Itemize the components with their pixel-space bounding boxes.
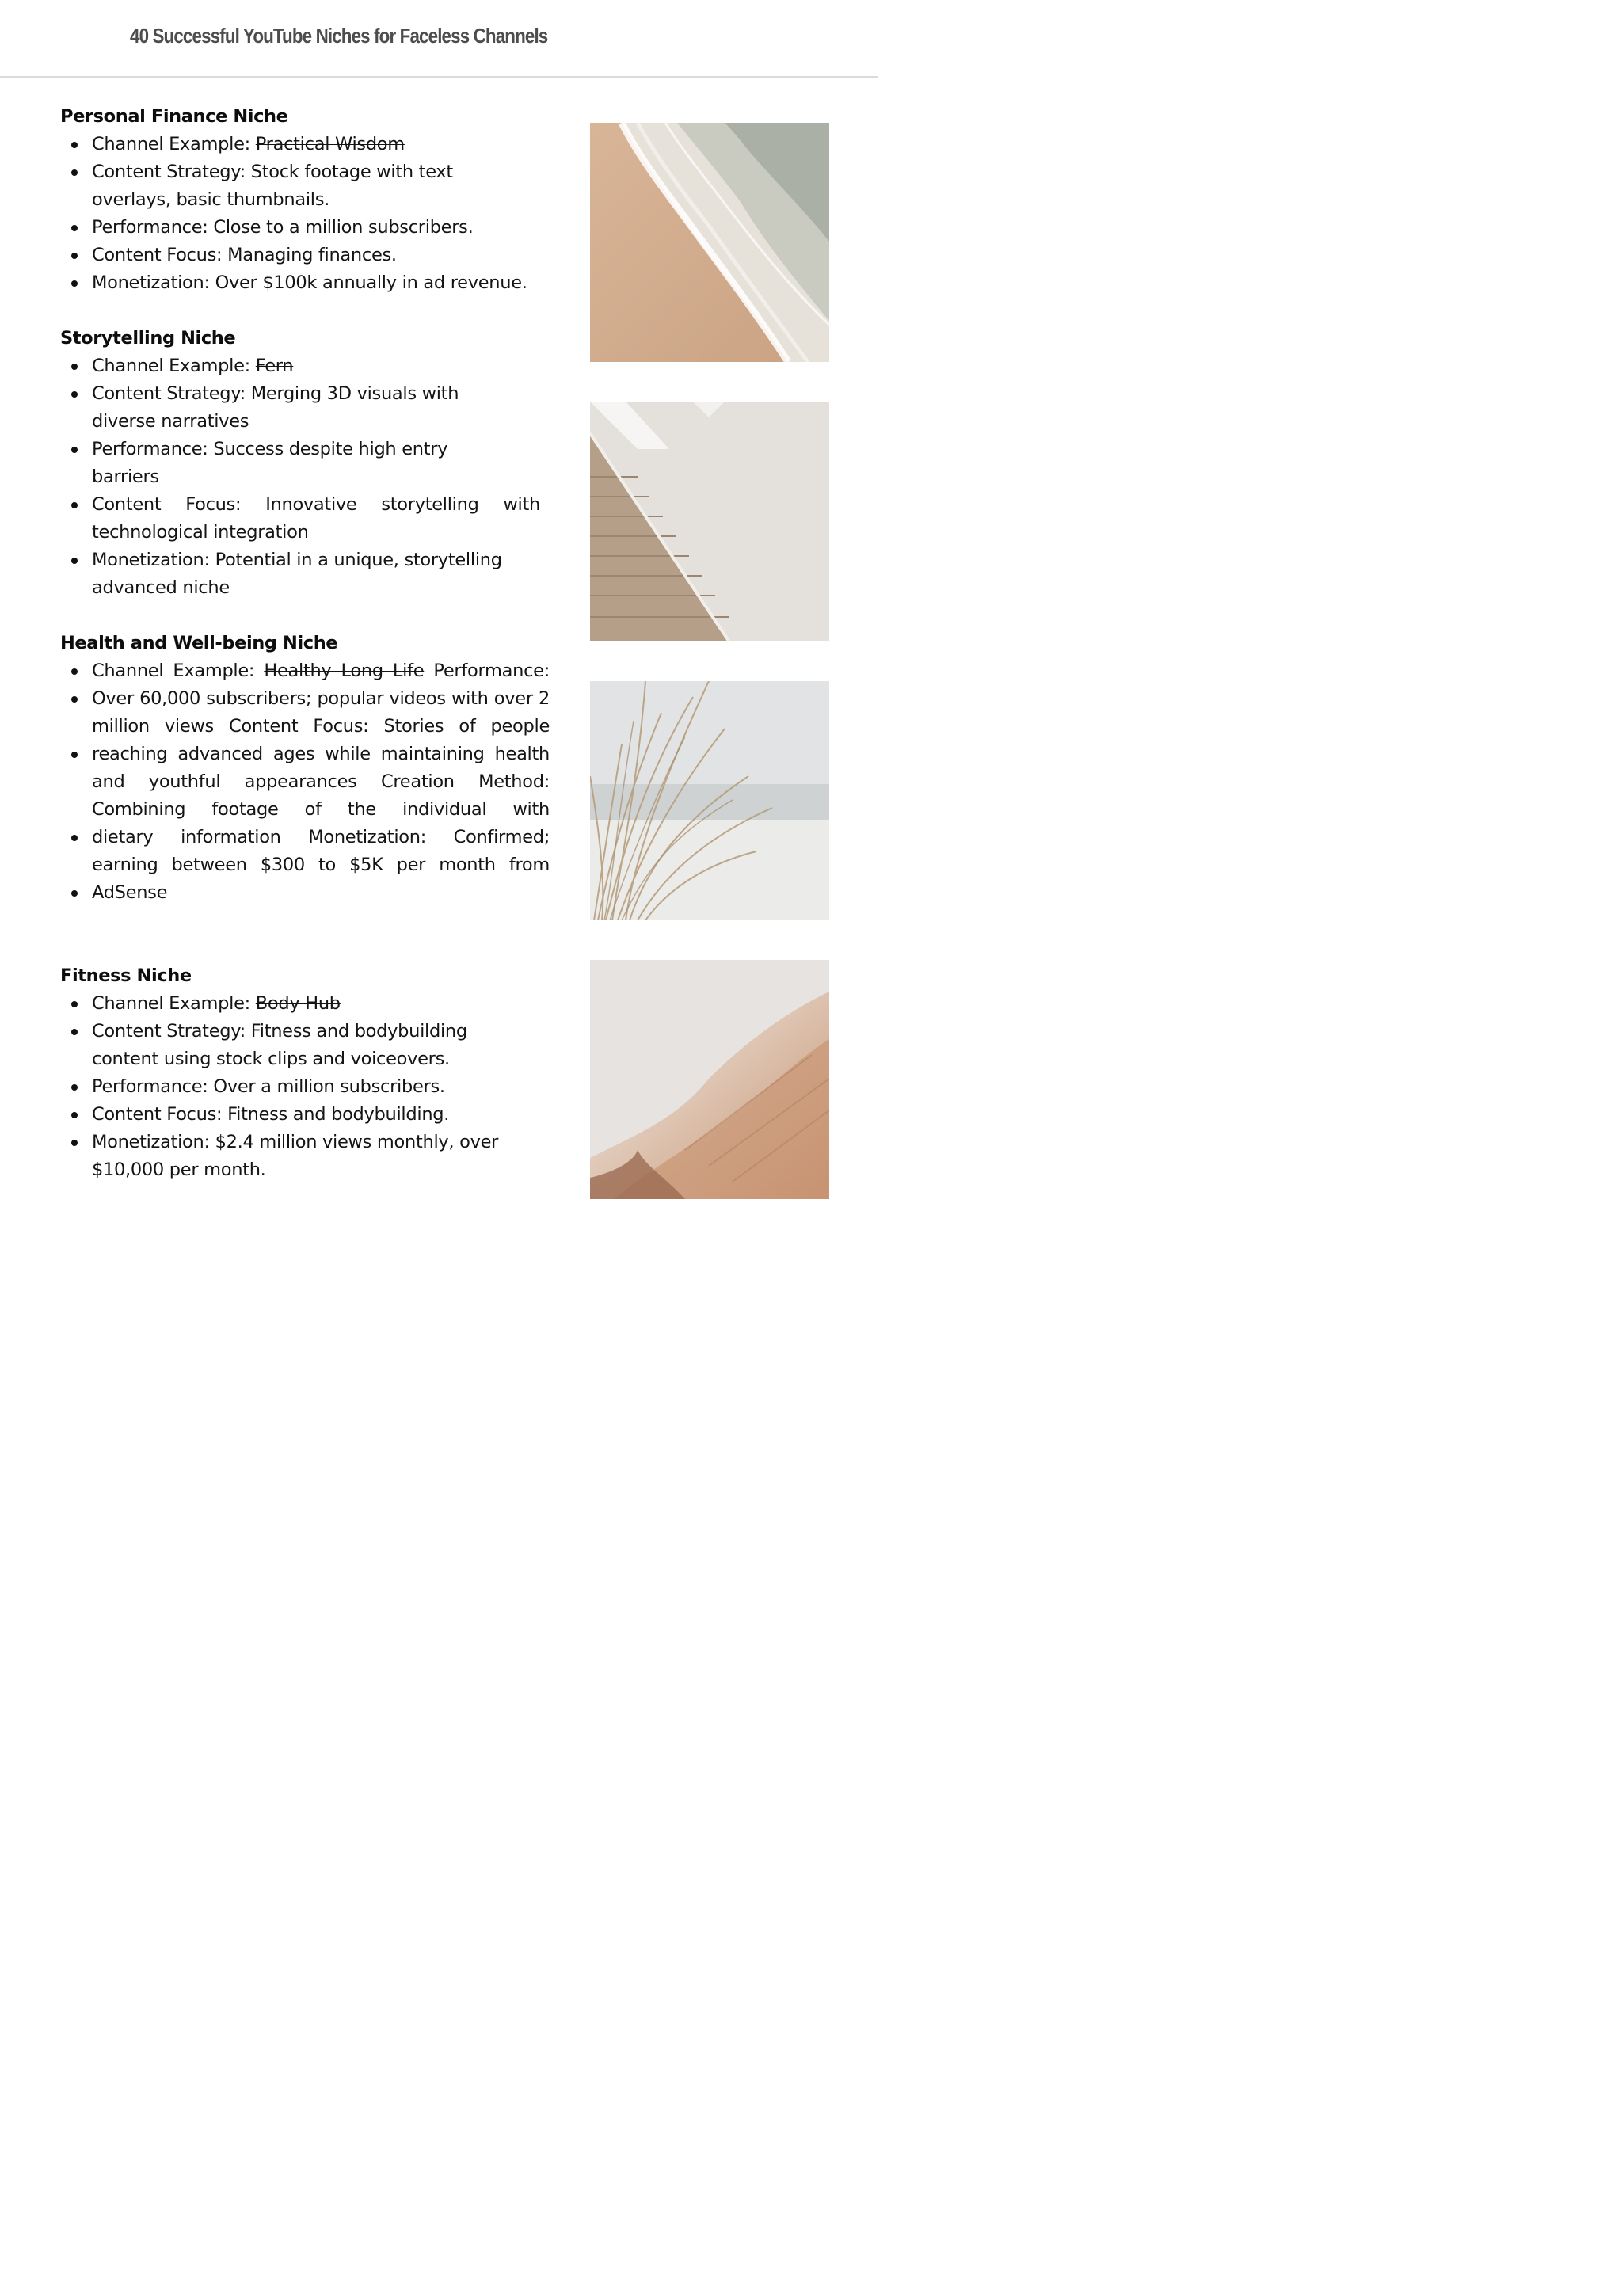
list-item: Monetization: $2.4 million views monthly, over $10,000 per month. xyxy=(60,1129,508,1184)
list-item: Monetization: Over $100k annually in ad revenue. xyxy=(60,269,551,297)
list-item: dietary information Monetization: Confirmed; earning between $300 to $5K per month from xyxy=(60,824,550,879)
list-item: Content Strategy: Fitness and bodybuilding content using stock clips and voiceovers. xyxy=(60,1018,488,1073)
list-item xyxy=(60,352,551,380)
list-item: Over 60,000 subscribers; popular videos with over 2 million views Content Focus: Stories of people xyxy=(60,685,550,741)
channel-link[interactable]: Fern xyxy=(255,356,294,376)
item-suffix: Performance: xyxy=(424,661,550,681)
list-item: reaching advanced ages while maintaining health and youthful appearances Creation Method: Combining footage of the individual with xyxy=(60,741,550,824)
section-fitness xyxy=(60,962,551,1184)
list-item: Performance: Over a million subscribers. xyxy=(60,1073,551,1101)
dune-grass-photo xyxy=(590,681,829,920)
list-item xyxy=(60,990,551,1018)
header-divider xyxy=(0,76,878,78)
list-item: Content Strategy: Merging 3D visuals with diverse narratives xyxy=(60,380,474,436)
section-heading: Personal Finance Niche xyxy=(60,106,288,127)
staircase-photo xyxy=(590,402,829,641)
bullet-list xyxy=(60,657,550,907)
brush-texture-image xyxy=(590,960,829,1199)
list-item: Performance: Close to a million subscribers. xyxy=(60,214,551,242)
section-personal-finance xyxy=(60,103,551,325)
page-header xyxy=(0,0,878,78)
item-label: Channel Example: xyxy=(92,661,265,681)
list-item xyxy=(60,131,551,158)
channel-link[interactable]: Practical Wisdom xyxy=(255,134,405,154)
section-health-wellbeing xyxy=(60,630,551,962)
dune-grass-image xyxy=(590,681,829,920)
list-item: Monetization: Potential in a unique, storytelling advanced niche xyxy=(60,546,520,602)
bullet-list xyxy=(60,131,551,297)
list-item: Content Focus: Managing finances. xyxy=(60,242,551,269)
list-item: Content Strategy: Stock footage with text overlays, basic thumbnails. xyxy=(60,158,467,214)
item-label: Channel Example: xyxy=(92,993,256,1014)
list-item: Content Focus: Innovative storytelling with technological integration xyxy=(60,491,540,546)
beach-waves-photo xyxy=(590,123,829,362)
item-label: Channel Example: xyxy=(92,356,256,376)
list-item: Content Focus: Fitness and bodybuilding. xyxy=(60,1101,551,1129)
staircase-image xyxy=(590,402,829,641)
brush-texture-photo xyxy=(590,960,829,1199)
channel-link[interactable]: Healthy Long Life xyxy=(264,661,425,681)
beach-waves-image xyxy=(590,123,829,362)
section-storytelling xyxy=(60,325,551,630)
document-title: 40 Successful YouTube Niches for Faceless Channels xyxy=(130,24,548,48)
item-label: Channel Example: xyxy=(92,134,256,154)
section-heading: Storytelling Niche xyxy=(60,328,236,348)
bullet-list xyxy=(60,990,551,1184)
list-item: AdSense xyxy=(60,879,550,907)
section-heading: Fitness Niche xyxy=(60,965,192,986)
channel-link[interactable]: Body Hub xyxy=(255,993,341,1014)
bullet-list xyxy=(60,352,551,602)
list-item xyxy=(60,657,550,685)
content-column xyxy=(60,103,551,1184)
list-item: Performance: Success despite high entry barriers xyxy=(60,436,467,491)
section-heading: Health and Well-being Niche xyxy=(60,633,338,653)
